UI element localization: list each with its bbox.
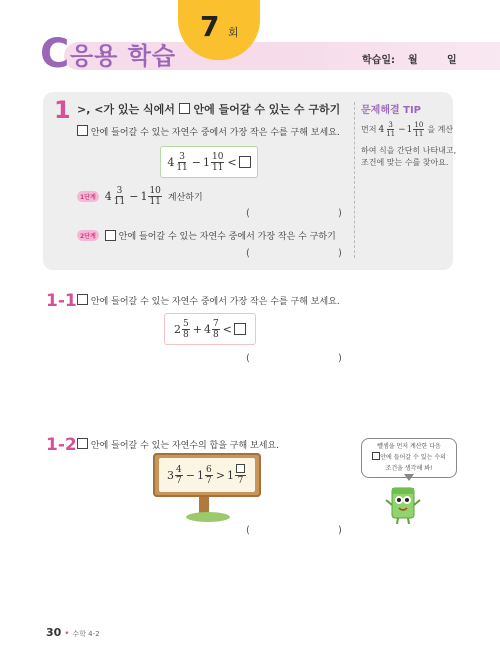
hint-bubble [361,438,457,478]
problem-1-1-expression-box [164,313,256,345]
step-2-badge: 2단계 [77,230,99,241]
problem-1-title [77,101,340,117]
hint-bubble-tail [404,474,414,481]
page-title: 응용 학습 [70,42,177,70]
step-2 [77,229,336,242]
header-band-right [300,42,500,70]
date-label: 학습일: [362,55,395,66]
problem-1-title-before: >, <가 있는 식에서 [77,103,175,116]
answer-blank-box[interactable] [236,464,245,473]
problem-1-panel [43,92,453,270]
problem-1-2-instruction: 안에 들어갈 수 있는 자연수의 합을 구해 보세요. [77,438,279,451]
signboard-face [159,458,255,492]
step-1-badge: 1단계 [77,191,99,202]
panel-divider [354,102,355,258]
expression: 2 $\frac{5}{8}$ + 4 $\frac{7}{8}$ < [174,319,246,340]
tip-line-3: 조건에 맞는 수를 찾아요. [361,158,449,167]
problem-1-expression-box [160,146,258,178]
problem-1-2-number: 1-2 [46,435,77,455]
expression: 3 $\frac{4}{7}$ − 1 $\frac{6}{7}$ > 1 7 [167,464,247,486]
section-letter: C [40,31,70,77]
month-field[interactable]: 월 [408,55,418,66]
blank-box-icon [77,438,88,449]
step-1-expression: 4 $\frac{3}{11}$ − 1 $\frac{10}{11}$ [104,186,161,207]
blank-box-icon [105,230,116,241]
step-1-answer-field[interactable] [256,208,336,221]
blank-box-icon [372,452,380,460]
page-number: 30 [46,626,62,639]
hint-line-1: 뺄셈을 먼저 계산한 다음 [377,443,441,450]
step-2-answer-field[interactable] [256,248,336,261]
signboard-grass [186,512,230,522]
session-suffix: 회 [228,26,239,39]
step-2-text: 안에 들어갈 수 있는 자연수 중에서 가장 작은 수 구하기 [118,232,336,242]
hint-line-2: 안에 들어갈 수 있는 수의 [362,452,456,463]
problem-1-1-answer-field[interactable] [256,353,336,366]
tip-line-2: 하여 식을 간단히 나타내고, [361,146,457,155]
problem-1-1-answer-close: ) [338,353,342,364]
problem-1-2-answer-field[interactable] [256,525,336,538]
instruction-text: 안에 들어갈 수 있는 자연수 중에서 가장 작은 수를 구해 보세요. [90,128,340,138]
tip-title: 문제해결 TIP [361,105,421,116]
blank-box-icon [77,294,88,305]
tip-line-1: 먼저 4 $\frac{3}{11}$ − 1 $\frac{10}{11}$ 을 계산 [361,121,454,138]
blank-box-icon [179,103,190,114]
problem-1-instruction [77,125,340,138]
hint-line-3: 조건을 생각해 봐! [385,465,433,472]
session-number: 7 [200,10,220,43]
problem-1-1-instruction: 안에 들어갈 수 있는 자연수 중에서 가장 작은 수를 구해 보세요. [77,294,340,307]
problem-1-2-answer-open: ( [246,525,250,536]
problem-1-title-after: 안에 들어갈 수 있는 수 구하기 [193,103,341,116]
step-1-text: 계산하기 [167,193,203,203]
step-1-answer-close: ) [338,208,342,219]
answer-blank-box[interactable] [239,156,251,168]
mascot-icon [383,483,423,525]
step-1-answer-open: ( [246,208,250,219]
tip-expression: 4 $\frac{3}{11}$ − 1 $\frac{10}{11}$ [378,121,424,138]
footer [46,626,100,639]
step-1 [77,186,203,207]
problem-1-1-answer-open: ( [246,353,250,364]
answer-blank-box[interactable] [234,323,246,335]
problem-1-1-number: 1-1 [46,291,77,311]
subject-label: 수학 4-2 [72,630,100,638]
problem-1-2-answer-close: ) [338,525,342,536]
expression: 4 $\frac{3}{11}$ − 1 $\frac{10}{11}$ < [167,152,250,173]
footer-dot: • [64,629,70,639]
problem-1-number: 1 [54,96,71,124]
signboard [153,453,261,497]
blank-box-icon [77,125,88,136]
step-2-answer-close: ) [338,248,342,259]
day-field[interactable]: 일 [447,55,457,66]
step-2-answer-open: ( [246,248,250,259]
